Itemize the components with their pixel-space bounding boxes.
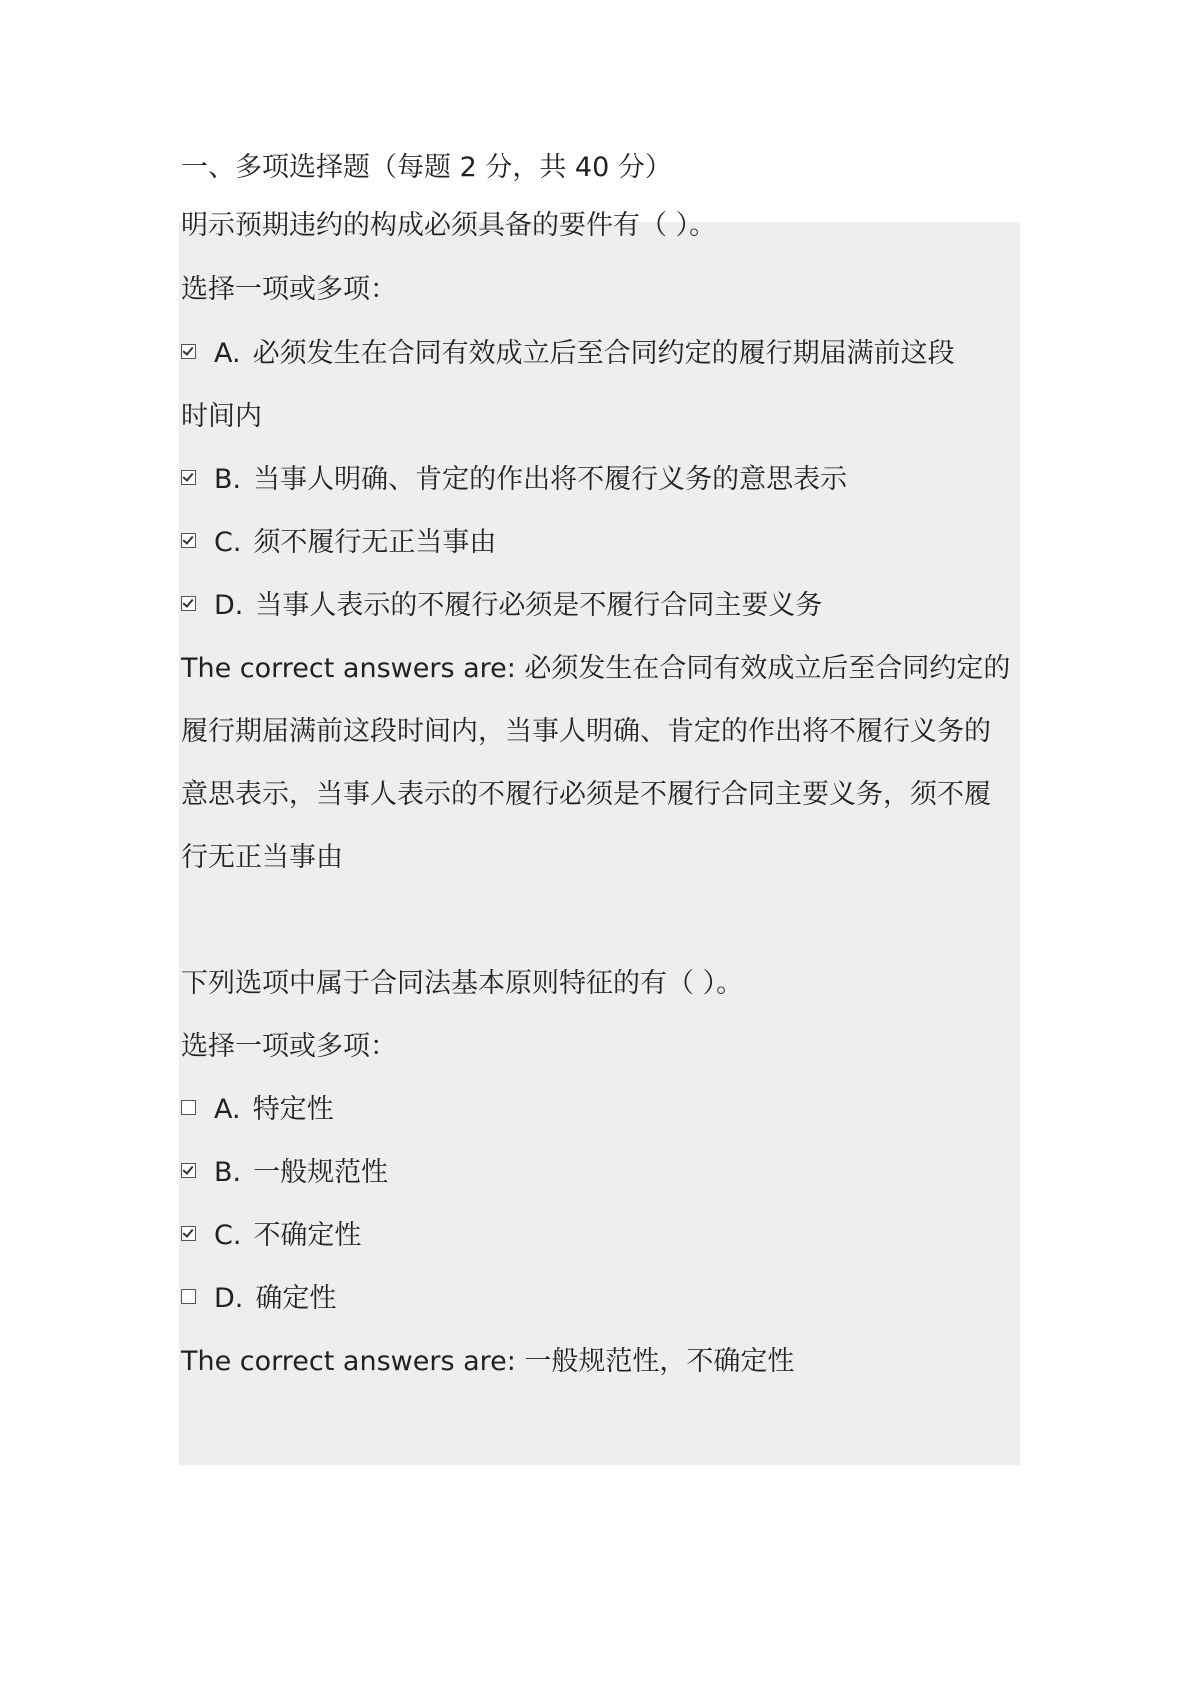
question-1-option-d[interactable]	[181, 586, 822, 626]
checkbox-icon[interactable]	[181, 596, 196, 611]
option-letter: B.	[214, 464, 242, 495]
option-text: 当事人表示的不履行必须是不履行合同主要义务	[255, 590, 823, 621]
option-text: 当事人明确、肯定的作出将不履行义务的意思表示	[253, 464, 848, 495]
question-1-answer-line: 行无正当事由	[181, 842, 343, 873]
question-1-option-a[interactable]	[181, 334, 955, 374]
option-text: 确定性	[255, 1283, 337, 1314]
option-letter: B.	[214, 1157, 242, 1188]
question-1-option-a-continued: 时间内	[181, 401, 262, 432]
question-1-option-c[interactable]	[181, 523, 496, 563]
option-letter: C.	[214, 1220, 242, 1251]
question-2-option-c[interactable]	[181, 1216, 361, 1256]
option-letter: A.	[214, 1094, 241, 1125]
question-1-instruction: 选择一项或多项：	[181, 274, 397, 305]
option-letter: D.	[214, 590, 244, 621]
question-2-instruction: 选择一项或多项：	[181, 1031, 397, 1062]
option-letter: A.	[214, 338, 241, 369]
question-1-option-b[interactable]	[181, 460, 847, 500]
question-1-answer-line: 意思表示，当事人表示的不履行必须是不履行合同主要义务，须不履	[181, 779, 991, 810]
checkbox-icon[interactable]	[181, 470, 196, 485]
checkbox-icon[interactable]	[181, 1226, 196, 1241]
question-2-option-a[interactable]	[181, 1090, 334, 1130]
question-2-prompt: 下列选项中属于合同法基本原则特征的有（ ）。	[181, 968, 744, 999]
checkbox-icon[interactable]	[181, 1289, 196, 1304]
checkbox-icon[interactable]	[181, 533, 196, 548]
option-letter: D.	[214, 1283, 244, 1314]
question-1-answer-line: The correct answers are: 必须发生在合同有效成立后至合同约定的	[181, 653, 1011, 684]
option-text: 不确定性	[253, 1220, 362, 1251]
question-1-answer-line: 履行期届满前这段时间内，当事人明确、肯定的作出将不履行义务的	[181, 716, 991, 747]
checkbox-icon[interactable]	[181, 1163, 196, 1178]
option-text: 一般规范性	[253, 1157, 389, 1188]
question-2-option-b[interactable]	[181, 1153, 388, 1193]
section-title: 一、多项选择题（每题 2 分，共 40 分）	[181, 152, 672, 183]
option-letter: C.	[214, 527, 242, 558]
question-2-answer-line: The correct answers are: 一般规范性，不确定性	[181, 1346, 795, 1377]
option-text: 必须发生在合同有效成立后至合同约定的履行期届满前这段	[252, 338, 955, 369]
checkbox-icon[interactable]	[181, 1100, 196, 1115]
question-1-prompt: 明示预期违约的构成必须具备的要件有（ ）。	[181, 210, 717, 241]
option-text: 须不履行无正当事由	[253, 527, 497, 558]
checkbox-icon[interactable]	[181, 344, 196, 359]
option-text: 特定性	[252, 1094, 334, 1125]
question-2-option-d[interactable]	[181, 1279, 336, 1319]
